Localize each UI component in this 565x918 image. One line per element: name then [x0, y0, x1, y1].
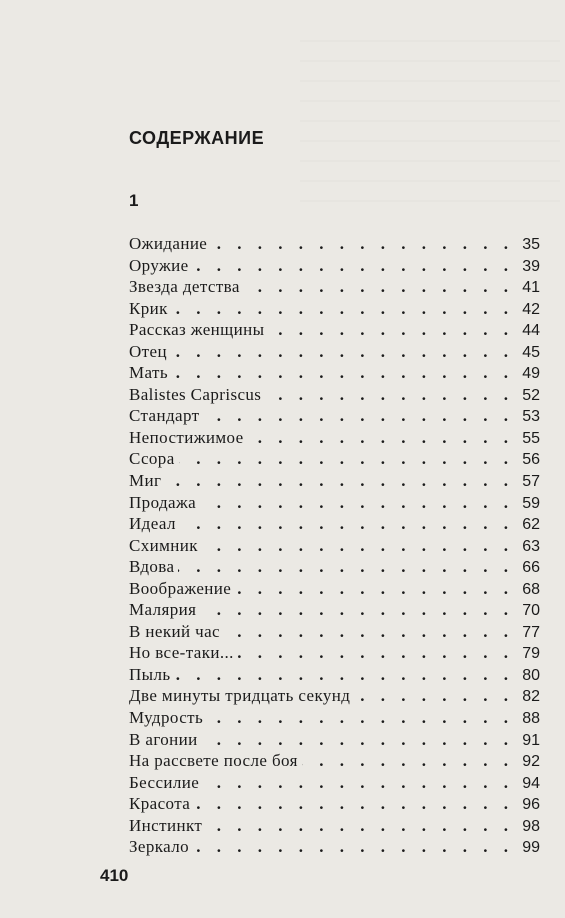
dot-leader: [235, 578, 514, 600]
dot-leader: [200, 599, 514, 621]
dot-leader: [302, 750, 514, 772]
toc-entry-title: Продажа: [129, 492, 197, 512]
toc-entry: [129, 664, 540, 686]
dot-leader: [165, 470, 514, 492]
toc-entry-title: Ссора: [129, 449, 175, 469]
dot-leader: [207, 707, 514, 729]
dot-leader: [204, 405, 515, 427]
toc-entry: [129, 362, 540, 384]
toc-entry-title: Миг: [129, 471, 162, 491]
toc-entry: [129, 642, 540, 664]
toc-entry: [129, 535, 540, 557]
toc-entry-title: Идеал: [129, 514, 176, 534]
toc-entry-page: 62: [522, 516, 540, 534]
toc-entry-page: 55: [522, 429, 540, 447]
toc-entry-title: Зеркало: [129, 837, 190, 857]
toc-entry-page: 59: [522, 494, 540, 512]
dot-leader: [193, 836, 514, 858]
toc-entry-title: Воображение: [129, 578, 232, 598]
dot-leader: [268, 319, 514, 341]
toc-entry: [129, 341, 540, 363]
dot-leader: [206, 815, 514, 837]
dot-leader: [171, 341, 514, 363]
toc-entry: [129, 836, 540, 858]
toc-entry: [129, 276, 540, 298]
dot-leader: [238, 642, 514, 664]
dot-leader: [244, 276, 514, 298]
dot-leader: [179, 448, 514, 470]
toc-entry: [129, 599, 540, 621]
dot-leader: [265, 384, 514, 406]
toc-entry-title: Крик: [129, 298, 168, 318]
toc-entry: [129, 233, 540, 255]
section-number: 1: [129, 191, 139, 210]
toc-entry-title: Ожидание: [129, 234, 208, 253]
toc-entry-page: 39: [522, 257, 540, 275]
dot-leader: [175, 664, 514, 686]
table-of-contents: [129, 233, 540, 858]
contents-heading: СОДЕРЖАНИЕ: [129, 128, 265, 148]
dot-leader: [194, 793, 514, 815]
toc-entry: [129, 815, 540, 837]
toc-entry-title: В агонии: [129, 729, 198, 749]
dot-leader: [248, 427, 514, 449]
bleed-through-texture: [300, 40, 560, 210]
toc-entry-page: 82: [522, 688, 540, 706]
toc-entry-page: 96: [522, 796, 540, 814]
toc-entry-page: 53: [522, 408, 540, 426]
toc-entry: [129, 707, 540, 729]
dot-leader: [224, 621, 514, 643]
toc-entry: [129, 492, 540, 514]
toc-entry-page: 44: [522, 322, 540, 340]
toc-entry: [129, 793, 540, 815]
dot-leader: [202, 535, 514, 557]
toc-entry-title: Но все-таки...: [129, 643, 234, 663]
toc-entry-page: 68: [522, 580, 540, 598]
dot-leader: [203, 772, 514, 794]
toc-entry-page: 49: [522, 365, 540, 383]
toc-entry: [129, 298, 540, 320]
toc-entry-page: 70: [522, 602, 540, 620]
toc-entry-page: 57: [522, 473, 540, 491]
toc-entry-title: Непостижимое: [129, 427, 244, 447]
toc-entry-title: Рассказ женщины: [129, 320, 265, 340]
toc-entry: [129, 513, 540, 535]
toc-entry-title: Бессилие: [129, 772, 200, 792]
dot-leader: [172, 298, 514, 320]
toc-entry: [129, 685, 540, 707]
dot-leader: [200, 492, 514, 514]
toc-entry-page: 42: [522, 300, 540, 318]
toc-entry-title: Схимник: [129, 535, 198, 555]
toc-entry-page: 92: [522, 753, 540, 771]
dot-leader: [354, 685, 514, 707]
toc-entry-title: Звезда детства: [129, 277, 240, 297]
toc-entry-page: 56: [522, 451, 540, 469]
toc-entry-page: 88: [522, 710, 540, 728]
toc-entry: [129, 470, 540, 492]
toc-entry-title: Две минуты тридцать секунд: [129, 686, 351, 706]
toc-entry-page: 77: [522, 623, 540, 641]
toc-entry-title: Пыль: [129, 664, 171, 684]
toc-entry-title: Стандарт: [129, 406, 200, 426]
toc-entry-title: В некий час: [129, 621, 220, 641]
toc-entry: [129, 729, 540, 751]
toc-entry: [129, 750, 540, 772]
toc-entry-page: 98: [522, 817, 540, 835]
toc-entry-title: Отец: [129, 341, 167, 361]
toc-entry-title: Мать: [129, 363, 169, 383]
toc-entry-page: 91: [522, 731, 540, 749]
dot-leader: [202, 729, 514, 751]
dot-leader: [178, 556, 514, 578]
toc-entry: [129, 405, 540, 427]
toc-entry-title: Красота: [129, 794, 191, 814]
dot-leader: [172, 362, 514, 384]
toc-entry-title: Инстинкт: [129, 815, 203, 835]
toc-entry-page: 79: [522, 645, 540, 663]
toc-entry-page: 52: [522, 386, 540, 404]
toc-entry-title: На рассвете после боя: [129, 751, 298, 771]
dot-leader: [193, 255, 514, 277]
toc-entry-title: Вдова: [129, 557, 175, 577]
toc-entry: [129, 772, 540, 794]
toc-entry-title: Оружие: [129, 255, 189, 275]
dot-leader: [211, 233, 514, 255]
toc-entry-title: Balistes Capriscus: [129, 384, 262, 404]
toc-entry: [129, 448, 540, 470]
toc-entry: [129, 427, 540, 449]
toc-entry-page: 41: [522, 279, 540, 297]
toc-entry: [129, 255, 540, 277]
toc-entry: [129, 384, 540, 406]
dot-leader: [180, 513, 514, 535]
toc-entry-page: 45: [522, 343, 540, 361]
toc-entry-page: 63: [522, 537, 540, 555]
toc-entry-title: Мудрость: [129, 708, 204, 728]
toc-entry-page: 94: [522, 774, 540, 792]
toc-entry: [129, 319, 540, 341]
toc-entry: [129, 621, 540, 643]
toc-entry-page: 35: [522, 236, 540, 253]
toc-entry: [129, 556, 540, 578]
page-number: 410: [100, 866, 129, 885]
toc-entry-page: 99: [522, 839, 540, 857]
toc-entry: [129, 578, 540, 600]
toc-entry-title: Малярия: [129, 600, 197, 620]
toc-entry-page: 80: [522, 666, 540, 684]
toc-entry-page: 66: [522, 559, 540, 577]
